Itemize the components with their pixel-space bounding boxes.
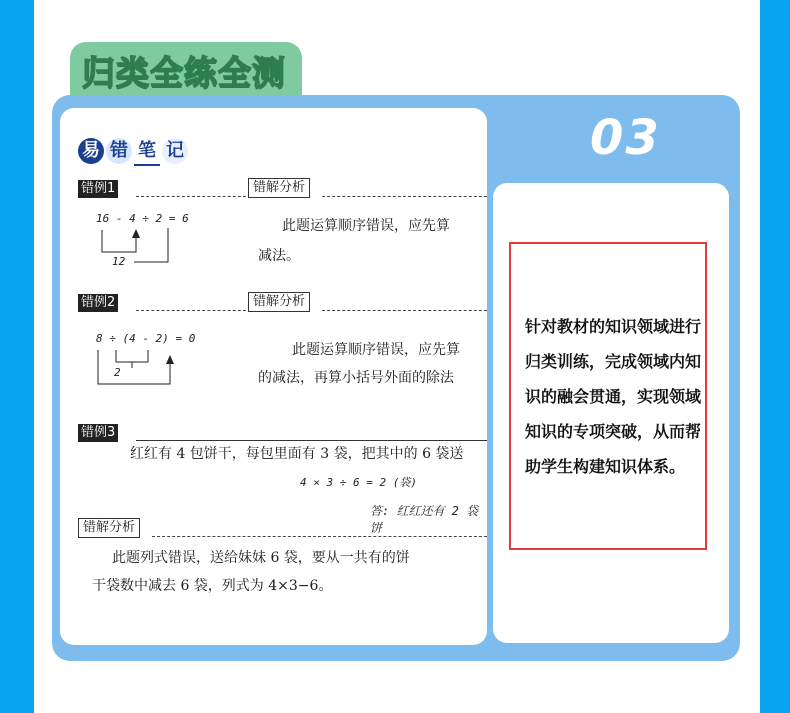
left-side-bar [0, 0, 34, 713]
example-2-analysis-line: 的减法，再算小括号外面的除法 [258, 370, 454, 386]
heading-char: 错 [106, 138, 132, 164]
heading-char: 记 [162, 138, 188, 164]
example-1-bracket [90, 220, 190, 270]
example-2-analysis-label: 错解分析 [248, 292, 310, 312]
example-1-intermediate: 12 [112, 255, 126, 268]
example-2-intermediate: 2 [114, 366, 121, 379]
example-2-analysis-line: 此题运算顺序错误，应先算 [292, 342, 460, 358]
example-3-analysis-line: 此题列式错误，送给妹妹 6 袋，要从一共有的饼 [112, 550, 410, 566]
example-3-analysis-label: 错解分析 [78, 518, 140, 538]
right-side-bar [760, 0, 790, 713]
example-3-answer: 答: 红红还有 2 袋饼 [370, 504, 479, 535]
description-text: 针对教材的知识领域进行归类训练，完成领域内知识的融会贯通，实现领域知识的专项突破，从而帮助学生构建知识体系。 [525, 316, 702, 476]
example-3-label: 错例3 [78, 424, 118, 442]
dotted-rule [322, 310, 487, 311]
section-title: 归类全练全测 [82, 53, 286, 92]
dotted-rule [136, 310, 246, 311]
example-1-label: 错例1 [78, 180, 118, 198]
example-2-work: 8 ÷ (4 - 2) = 0 [96, 332, 196, 345]
example-2-label: 错例2 [78, 294, 118, 312]
dotted-rule [136, 196, 246, 197]
section-number: 03 [590, 110, 661, 166]
example-1-analysis-label: 错解分析 [248, 178, 310, 198]
dotted-rule [322, 196, 487, 197]
example-3-analysis-line: 干袋数中减去 6 袋，列式为 4×3−6。 [92, 578, 333, 594]
example-3-work: 4 × 3 ÷ 6 = 2 (袋) [300, 476, 417, 489]
example-1-work: 16 - 4 ÷ 2 = 6 [96, 212, 189, 225]
example-2-bracket [90, 340, 200, 400]
example-1-analysis-line: 此题运算顺序错误，应先算 [282, 218, 450, 234]
example-3-problem: 红红有 4 包饼干，每包里面有 3 袋，把其中的 6 袋送 [130, 446, 464, 462]
example-1-analysis-line: 减法。 [258, 248, 300, 264]
heading-char: 笔 [134, 138, 160, 166]
dotted-rule [152, 536, 487, 537]
notes-heading [78, 138, 188, 166]
description-highlight-box [509, 242, 707, 550]
rule [136, 440, 487, 441]
heading-char: 易 [78, 138, 104, 164]
notebook-excerpt [60, 108, 487, 645]
